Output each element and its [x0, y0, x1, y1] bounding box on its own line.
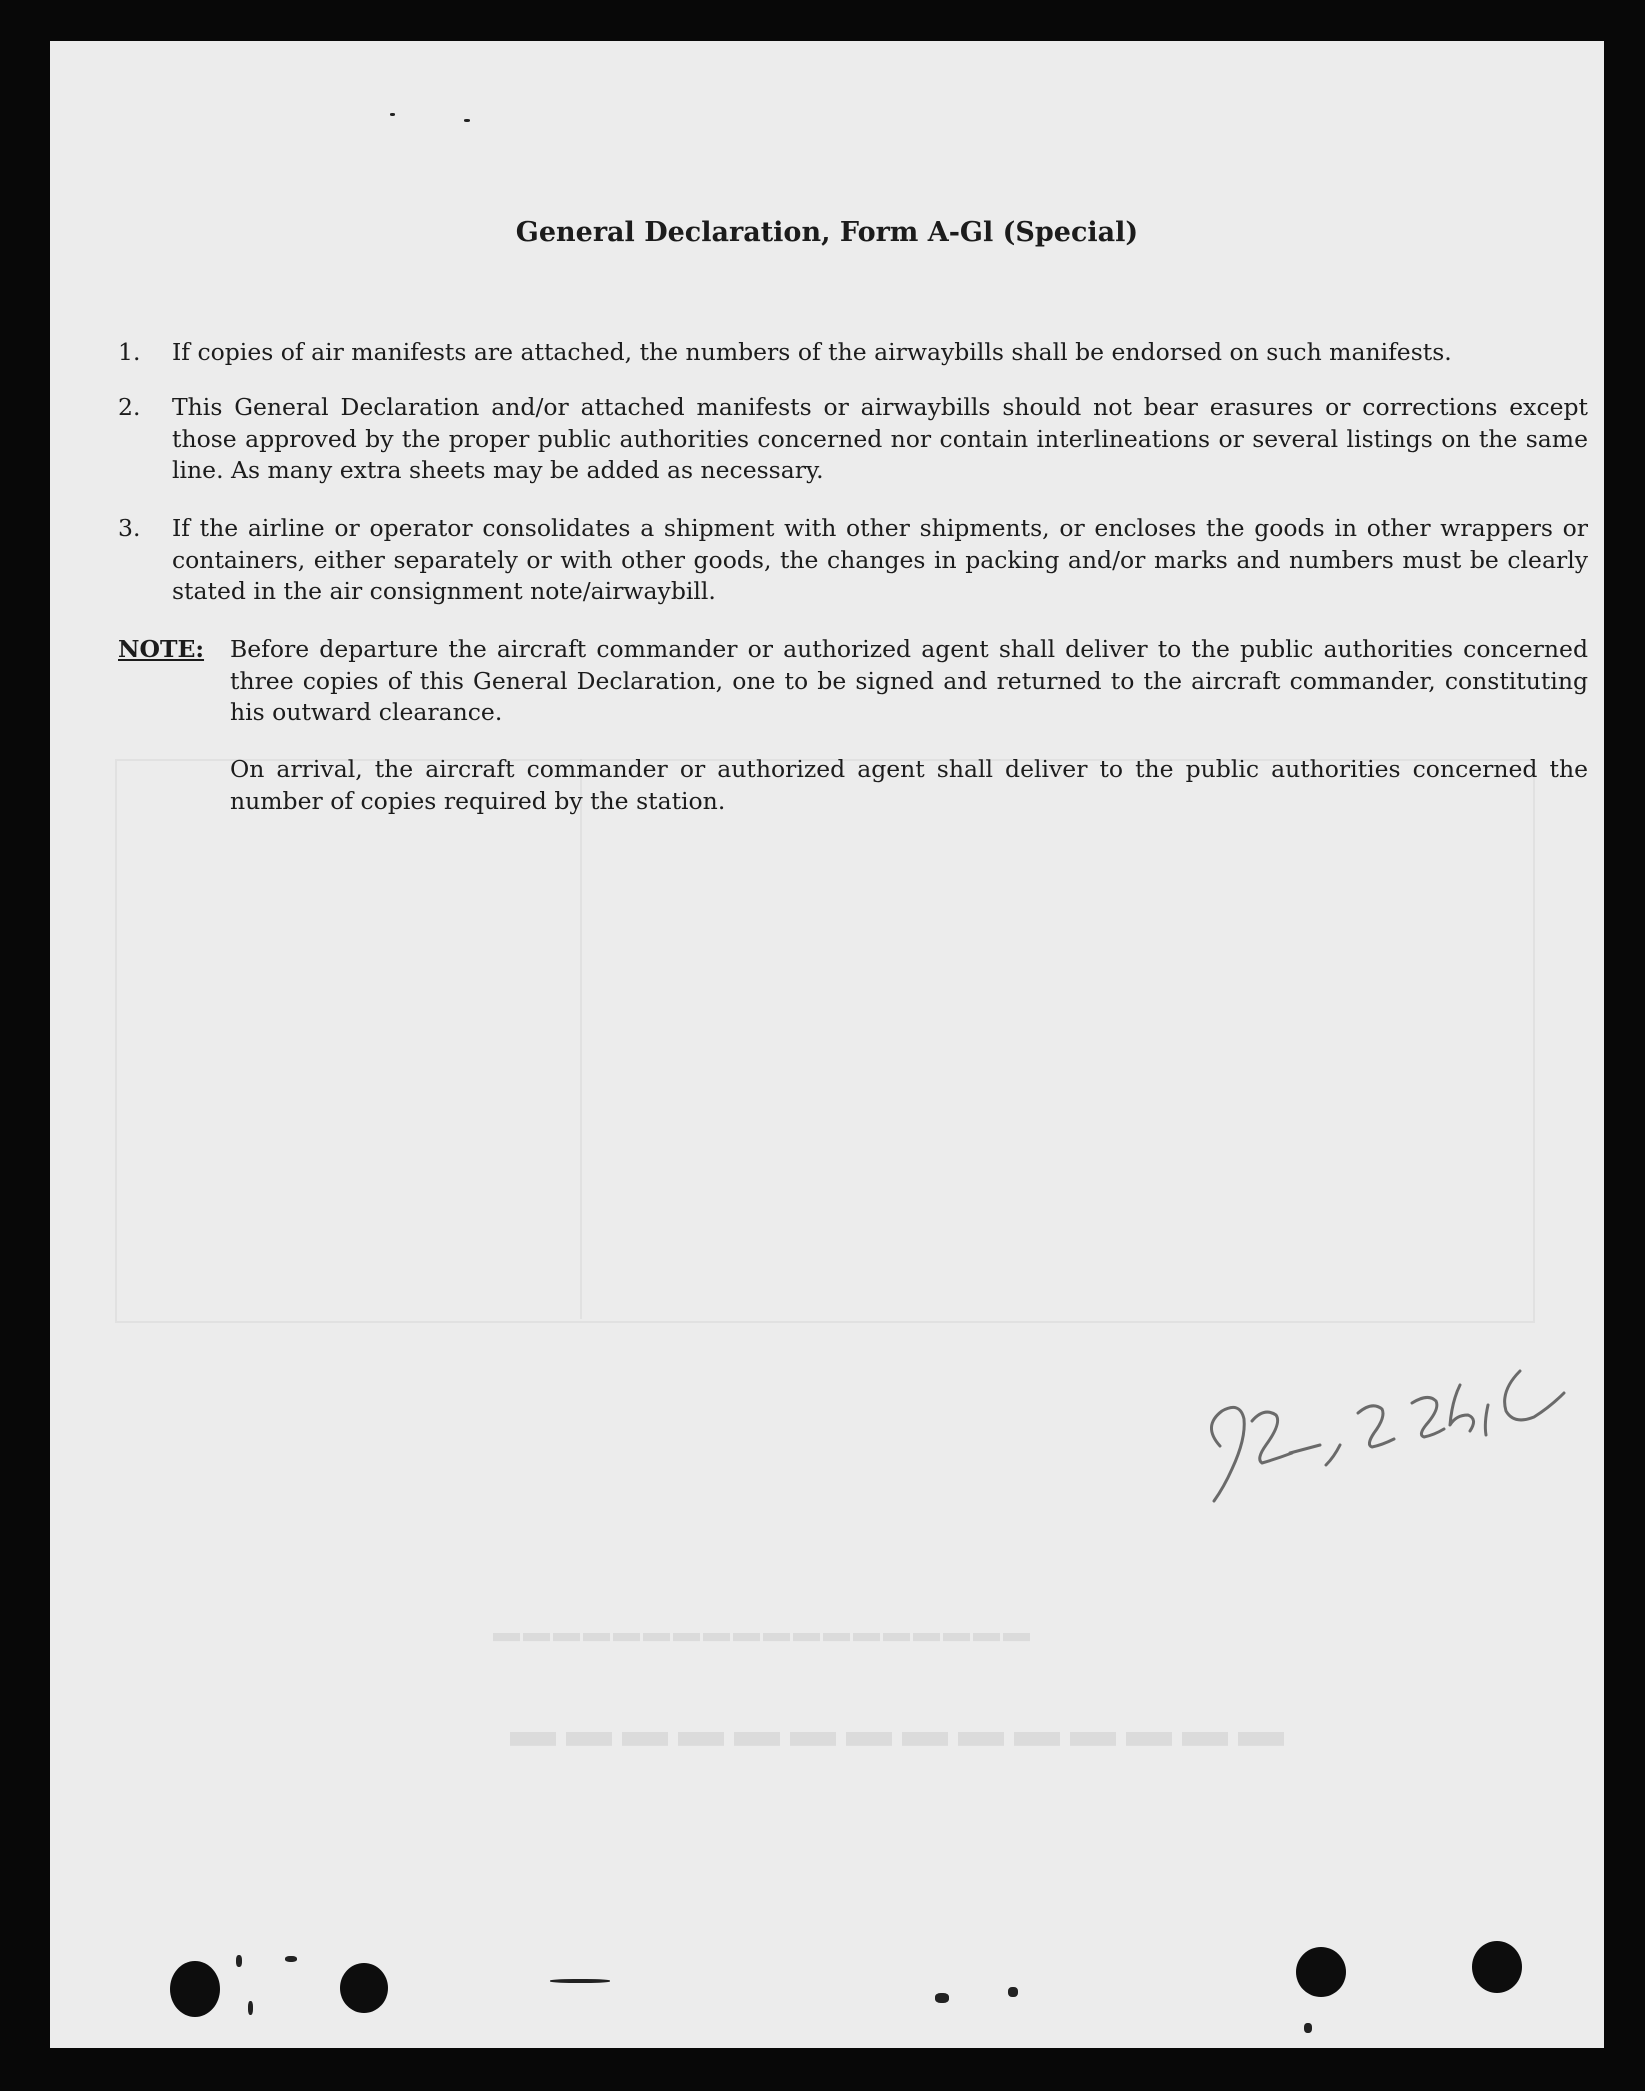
list-item — [118, 337, 1588, 369]
item-number: 1. — [118, 338, 141, 366]
speck-mark — [248, 2001, 253, 2015]
punch-hole-icon — [1296, 1947, 1346, 1997]
speck-mark — [1304, 2023, 1312, 2033]
list-item — [118, 513, 1588, 608]
speck-mark — [464, 119, 470, 122]
note-second-paragraph: On arrival, the aircraft commander or authorized agent shall deliver to the public authorities concerned the number of copies required by the station. — [230, 755, 1588, 815]
list-item — [118, 392, 1588, 487]
bleed-through-table — [115, 759, 1535, 1323]
item-text: If copies of air manifests are attached, the numbers of the airwaybills shall be endorsed on such manifests. — [172, 338, 1452, 366]
speck-mark — [390, 113, 395, 116]
speck-mark — [236, 1955, 242, 1967]
bleed-through-text: ▬▬▬▬▬▬▬▬▬▬▬▬▬▬▬▬▬▬ — [490, 1627, 1030, 1657]
speck-mark — [285, 1956, 297, 1962]
document-title: General Declaration, Form A-Gl (Special) — [515, 217, 1139, 248]
speck-mark — [1008, 1987, 1018, 1997]
handwritten-annotation-icon — [1190, 1341, 1604, 1511]
speck-mark — [935, 1993, 949, 2003]
bleed-through-divider — [580, 759, 582, 1319]
speck-mark — [550, 1979, 610, 1983]
item-number: 3. — [118, 514, 141, 542]
punch-hole-icon — [1472, 1941, 1522, 1993]
note-text: Before departure the aircraft commander or authorized agent shall deliver to the public authorities concerned three copies of this General Declaration, one to be signed and returned to the aircraft commander, constituting his outward clearance. — [230, 635, 1588, 726]
bleed-through-heading: ▬▬▬▬▬▬▬▬▬▬▬▬▬▬ — [500, 1722, 1284, 1773]
note-block — [118, 634, 1588, 729]
punch-hole-icon — [170, 1961, 220, 2017]
note-label: NOTE: — [118, 635, 205, 663]
item-text: If the airline or operator consolidates a shipment with other shipments, or encloses the goods in other wrappers or containers, either separately or with other goods, the changes in packing and/or marks and numbers must be clearly stated in the air consignment note/airwaybill. — [172, 514, 1588, 605]
punch-hole-icon — [340, 1963, 388, 2013]
item-number: 2. — [118, 393, 141, 421]
document-page — [50, 41, 1604, 2048]
item-text: This General Declaration and/or attached manifests or airwaybills should not bear erasures or corrections except those approved by the proper public authorities concerned nor contain interlineations or several listings on the same line. As many extra sheets may be added as necessary. — [172, 393, 1588, 484]
